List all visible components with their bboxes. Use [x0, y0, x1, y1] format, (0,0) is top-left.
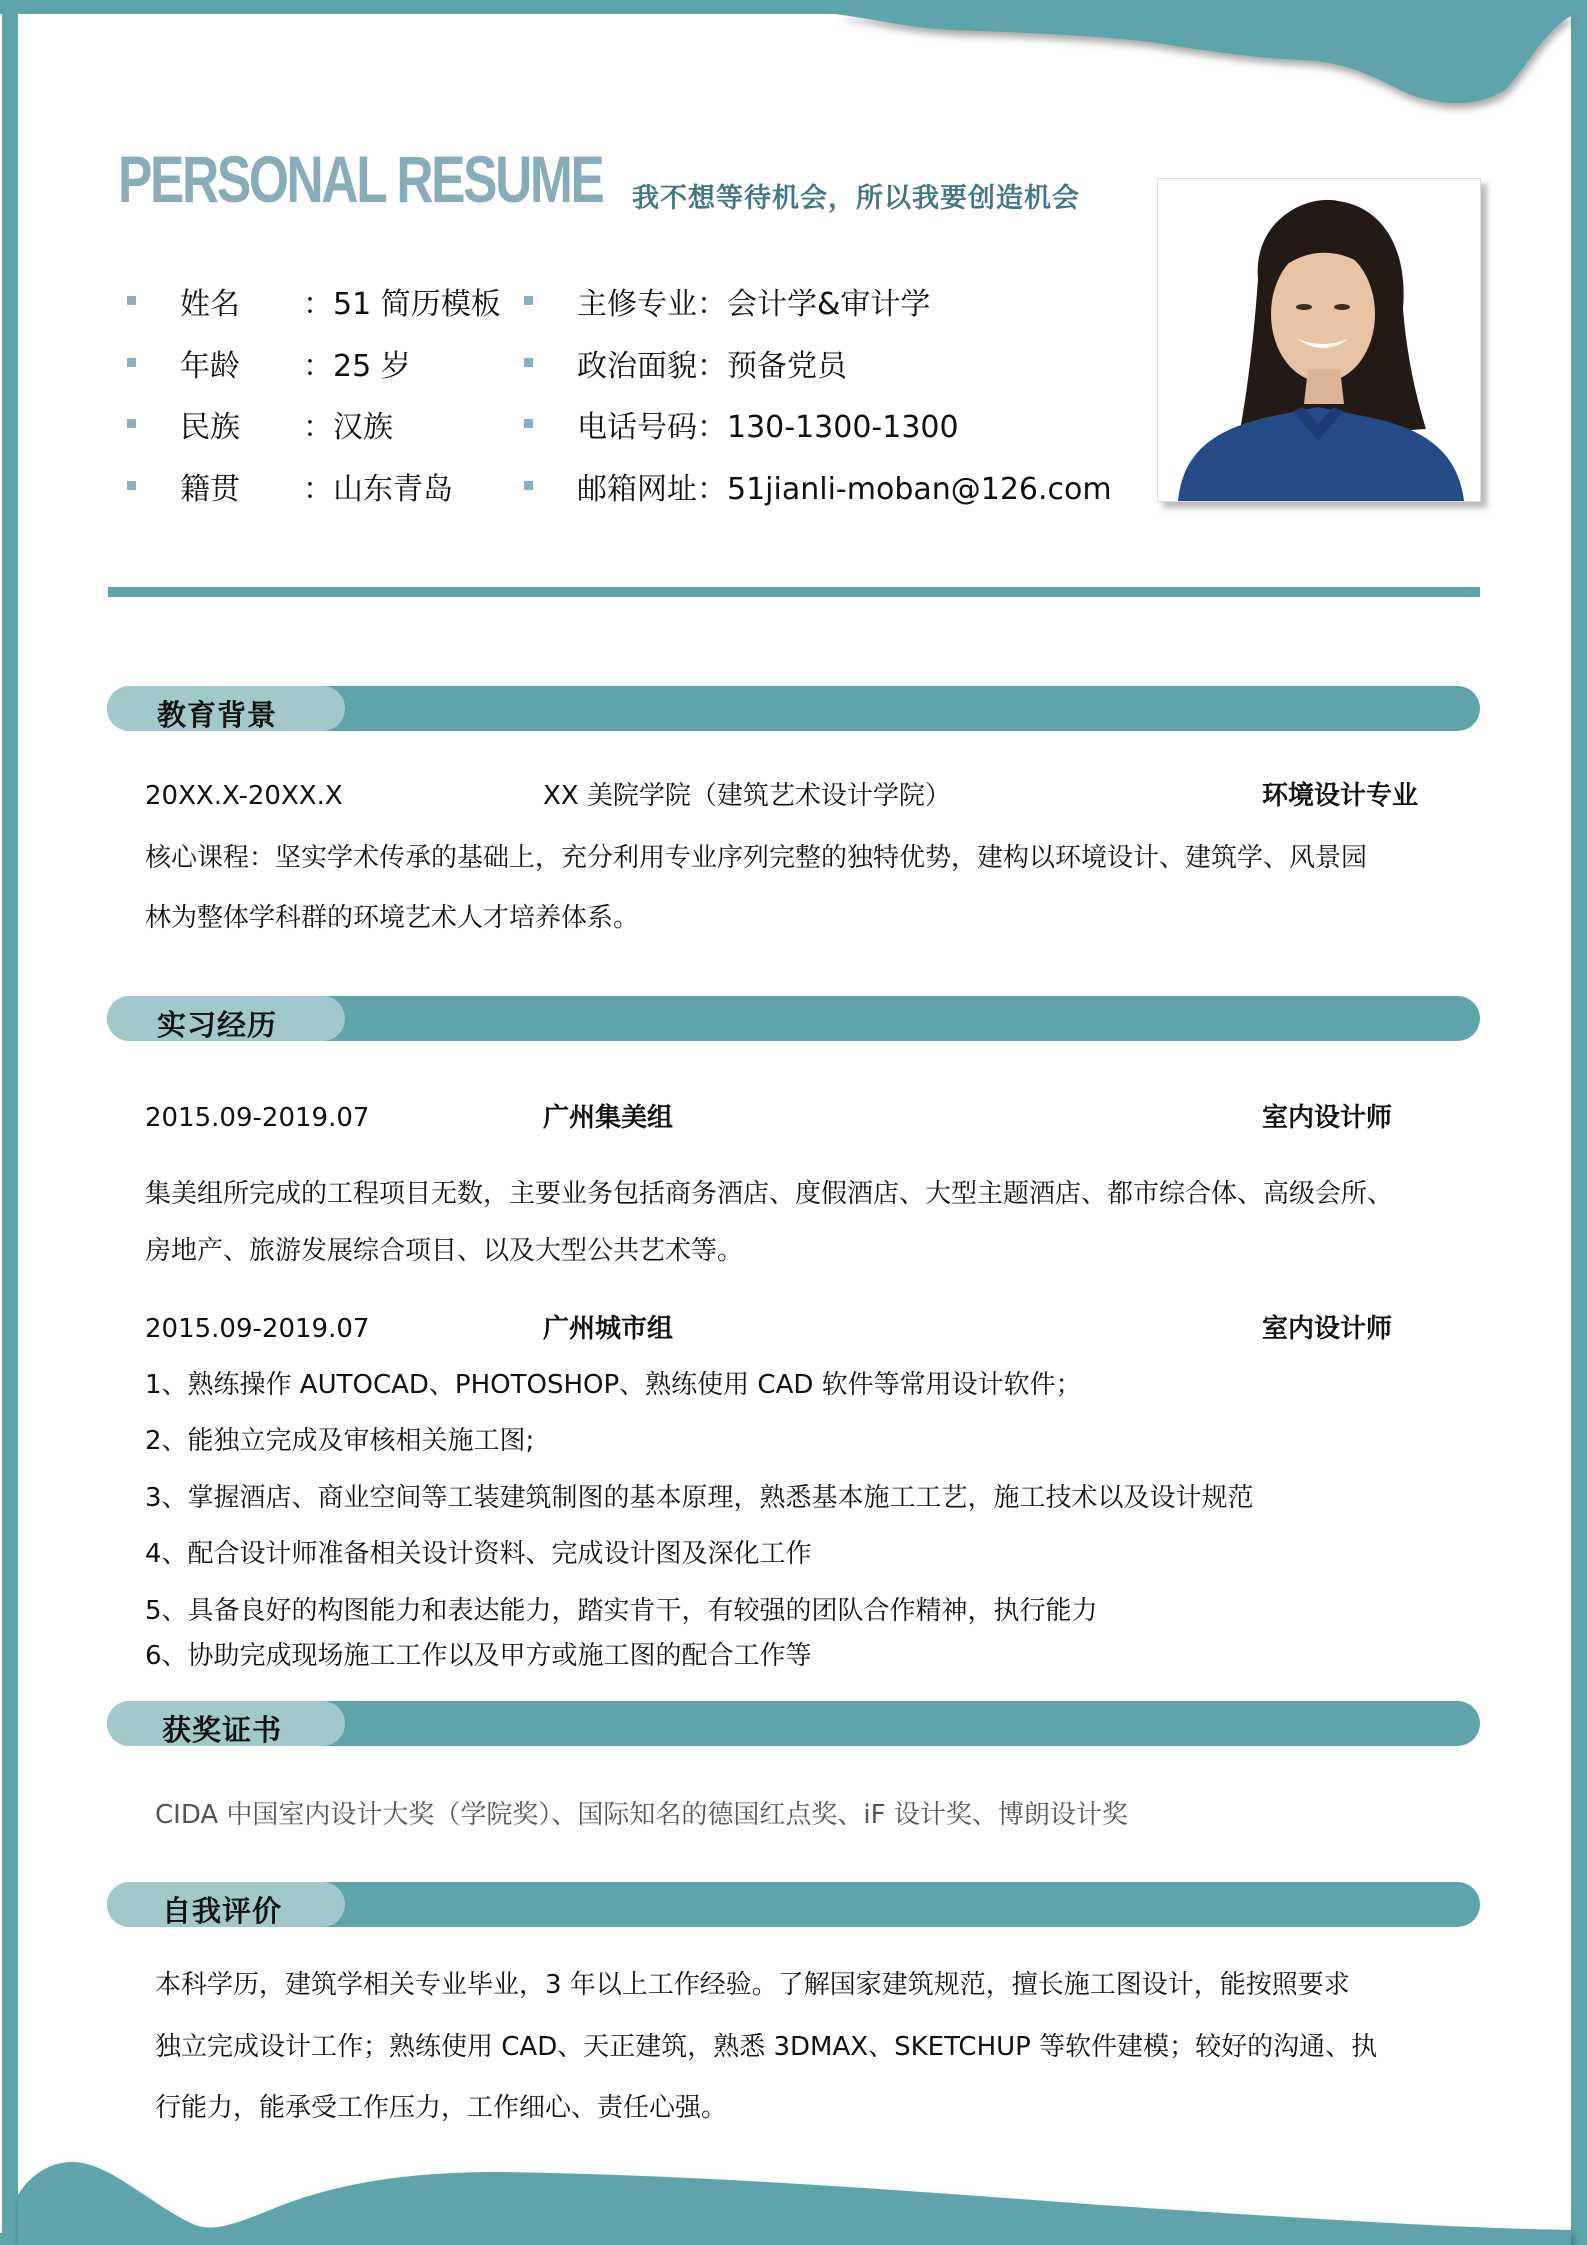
job-role: 室内设计师: [1262, 1314, 1393, 1344]
info-age: 年龄 ：25 岁: [180, 352, 411, 382]
square-bullet-icon: [127, 296, 136, 305]
job-duty-line: 5、具备良好的构图能力和表达能力，踏实肯干，有较强的团队合作精神，执行能力: [145, 1596, 1098, 1626]
info-name: 姓名 ：51 简历模板: [180, 290, 501, 320]
job-desc-line: 集美组所完成的工程项目无数，主要业务包括商务酒店、度假酒店、大型主题酒店、都市综合体、高级会所、: [145, 1179, 1394, 1209]
square-bullet-icon: [524, 419, 533, 428]
square-bullet-icon: [524, 296, 533, 305]
person-portrait-icon: [1158, 179, 1480, 501]
education-desc-line: 林为整体学科群的环境艺术人才培养体系。: [145, 903, 640, 933]
bottom-wave-shape: [18, 2162, 1571, 2245]
education-school: XX 美院学院（建筑艺术设计学院）: [543, 781, 951, 811]
info-email: 邮箱网址：51jianli-moban@126.com: [577, 475, 1112, 505]
square-bullet-icon: [127, 419, 136, 428]
section-header-internship: 实习经历: [107, 996, 1480, 1041]
self-eval-line: 行能力，能承受工作压力，工作细心、责任心强。: [155, 2093, 728, 2123]
info-political-status: 政治面貌：预备党员: [577, 352, 847, 382]
awards-text: CIDA 中国室内设计大奖（学院奖）、国际知名的德国红点奖、iF 设计奖、博朗设计奖: [155, 1800, 1128, 1830]
info-hometown: 籍贯 ：山东青岛: [180, 475, 453, 505]
slogan: 我不想等待机会，所以我要创造机会: [632, 183, 1080, 214]
self-eval-line: 本科学历，建筑学相关专业毕业，3 年以上工作经验。了解国家建筑规范，擅长施工图设计，能按照要求: [155, 1970, 1350, 2000]
job-duty-line: 1、熟练操作 AUTOCAD、PHOTOSHOP、熟练使用 CAD 软件等常用设计软件；: [145, 1370, 1082, 1400]
education-desc-line: 核心课程：坚实学术传承的基础上，充分利用专业序列完整的独特优势，建构以环境设计、建筑学、风景园: [145, 843, 1368, 873]
job-company: 广州城市组: [543, 1314, 674, 1344]
section-header-education: 教育背景: [107, 686, 1480, 731]
job-duty-line: 4、配合设计师准备相关设计资料、完成设计图及深化工作: [145, 1539, 812, 1569]
job-desc-line: 房地产、旅游发展综合项目、以及大型公共艺术等。: [145, 1236, 744, 1266]
job-duty-line-clipped: 6、协助完成现场施工工作以及甲方或施工图的配合工作等: [145, 1641, 812, 1671]
square-bullet-icon: [127, 358, 136, 367]
top-wave-shape: [835, 14, 1571, 103]
job-date: 2015.09-2019.07: [145, 1103, 370, 1133]
square-bullet-icon: [524, 358, 533, 367]
job-date: 2015.09-2019.07: [145, 1314, 370, 1344]
job-company: 广州集美组: [543, 1103, 674, 1133]
header-divider: [108, 587, 1480, 597]
education-major: 环境设计专业: [1262, 781, 1419, 811]
job-duty-line: 2、能独立完成及审核相关施工图;: [145, 1426, 535, 1456]
info-value: ：25 岁: [303, 349, 411, 384]
self-eval-line: 独立完成设计工作；熟练使用 CAD、天正建筑，熟悉 3DMAX、SKETCHUP 等软件建模；较好的沟通、执: [155, 2032, 1378, 2062]
job-duty-line: 3、掌握酒店、商业空间等工装建筑制图的基本原理，熟悉基本施工工艺，施工技术以及设计规范: [145, 1483, 1254, 1513]
section-header-awards: 获奖证书: [107, 1701, 1480, 1746]
section-header-self-evaluation: 自我评价: [107, 1882, 1480, 1927]
info-value: ：汉族: [303, 410, 393, 445]
square-bullet-icon: [524, 481, 533, 490]
info-ethnicity: 民族 ：汉族: [180, 413, 393, 443]
info-phone: 电话号码：130-1300-1300: [577, 413, 959, 443]
info-major: 主修专业：会计学&审计学: [577, 290, 930, 320]
info-value: ：山东青岛: [303, 472, 453, 507]
education-date: 20XX.X-20XX.X: [145, 781, 343, 811]
resume-title: PERSONAL RESUME: [118, 142, 603, 216]
info-value: ：51 简历模板: [303, 287, 501, 322]
square-bullet-icon: [127, 481, 136, 490]
job-role: 室内设计师: [1262, 1103, 1393, 1133]
profile-photo: [1157, 178, 1481, 502]
